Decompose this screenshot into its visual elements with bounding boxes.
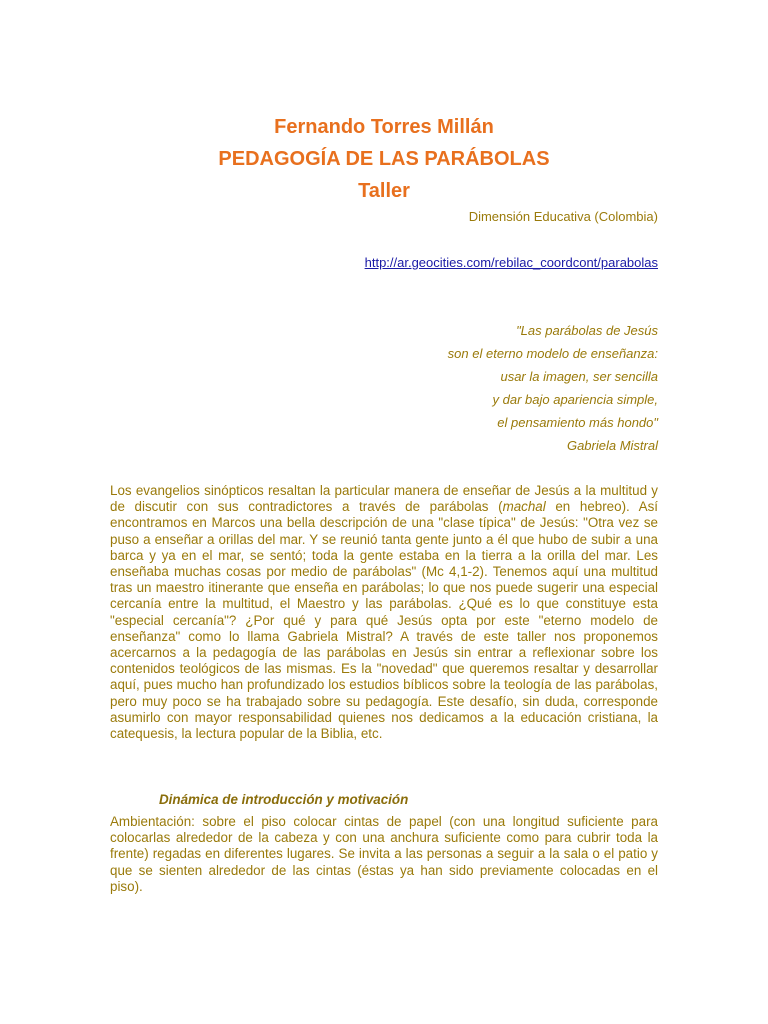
quote-line: usar la imagen, ser sencilla [500, 369, 658, 384]
quote-line: y dar bajo apariencia simple, [492, 392, 658, 407]
quote-author: Gabriela Mistral [566, 438, 658, 453]
intro-text-start: Los evangelios sinópticos resaltan la particular manera de enseñar de Jesús a la multitud y de discutir con sus contradictores a través de parábolas ( [110, 483, 658, 515]
section-heading: Dinámica de introducción y motivación [159, 792, 409, 807]
quote-line: el pensamiento más hondo" [497, 415, 658, 430]
publisher-line: Dimensión Educativa (Colombia) [468, 209, 658, 224]
document-subtitle: Taller [358, 180, 410, 202]
quote-line: "Las parábolas de Jesús [516, 323, 658, 338]
source-link[interactable]: http://ar.geocities.com/rebilac_coordcont/parabolas [364, 255, 658, 270]
author-name: Fernando Torres Millán [274, 116, 494, 138]
document-title: PEDAGOGÍA DE LAS PARÁBOLAS [218, 148, 550, 170]
intro-paragraph [110, 483, 658, 742]
intro-italic-term: machal [502, 499, 546, 515]
ambientacion-paragraph: Ambientación: sobre el piso colocar cintas de papel (con una longitud suficiente para colocarlas alrededor de la cabeza y con una anchura suficiente como para cubrir toda la frente) regadas en diferentes lugares. Se invita a las personas a seguir a la sala o el patio y que se sienten alrededor de las cintas (éstas ya han sido previamente colocadas en el piso). [110, 814, 658, 894]
intro-text-rest: en hebreo). Así encontramos en Marcos una bella descripción de una "clase típica" de Jesús: "Otra vez se puso a enseñar a orillas del mar. Y se reunió tanta gente junto a él que hubo de subir a una barca y ya en el mar, se sentó; toda la gente estaba en la tierra a la orilla del mar. Les enseñaba muchas cosas por medio de parábolas" (Mc 4,1-2). Tenemos aquí una multitud tras un maestro itinerante que enseña en parábolas; lo que nos puede sugerir una especial cercanía entre la multitud, el Maestro y las parábolas. ¿Qué es lo que constituye esta "especial cercanía"? ¿Por qué y para qué Jesús opta por este "eterno modelo de enseñanza" como lo llama Gabriela Mistral? A través de este taller nos proponemos acercarnos a la pedagogía de las parábolas en Jesús sin entrar a reflexionar sobre los contenidos teológicos de las mismas. Es la "novedad" que queremos resaltar y desarrollar aquí, pues mucho han profundizado los estudios bíblicos sobre la teología de las parábolas, pero muy poco se ha trabajado sobre su pedagogía. Este desafío, sin duda, corresponde asumirlo con mayor responsabilidad quienes nos dedicamos a la educación cristiana, la catequesis, la lectura popular de la Biblia, etc. [110, 499, 658, 742]
quote-line: son el eterno modelo de enseñanza: [447, 346, 658, 361]
